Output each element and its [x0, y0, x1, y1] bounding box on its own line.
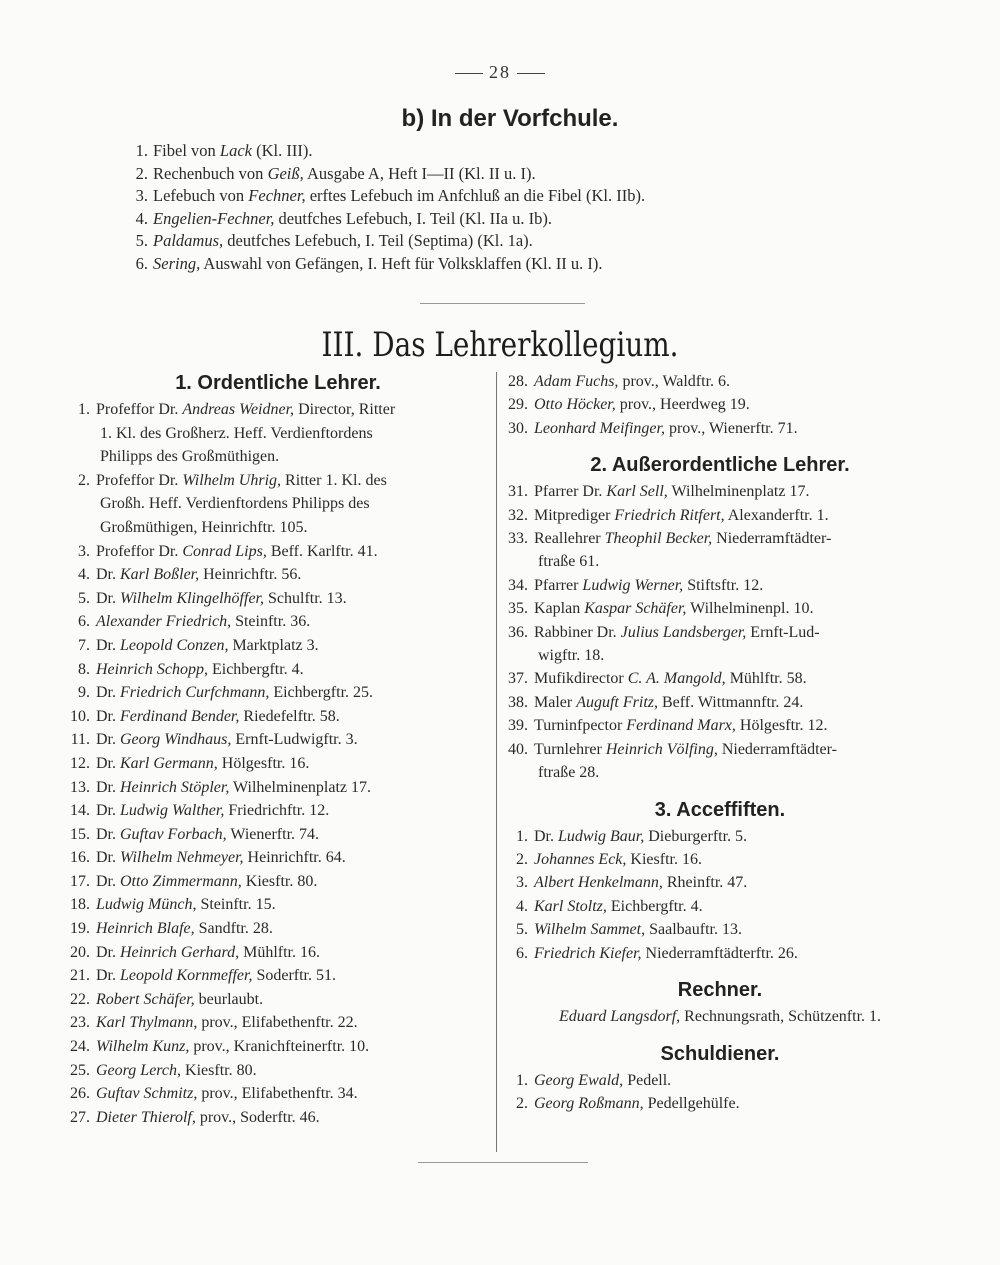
item-text: Auswahl von Gefängen, I. Heft für Volksklaffen (Kl. II u. I).	[200, 253, 603, 273]
table-row	[506, 667, 934, 690]
entry-detail: Pedellgehülfe.	[643, 1095, 740, 1113]
table-row	[506, 574, 934, 597]
entry-detail: Eichbergftr. 25.	[269, 684, 374, 702]
entry-prefix: Dr.	[96, 566, 120, 584]
item-name: Lack	[219, 141, 252, 160]
entry-name: Kaspar Schäfer,	[584, 600, 687, 618]
table-row	[68, 728, 488, 752]
entry-prefix: Profeffor Dr.	[96, 471, 183, 489]
entry-detail: Niederramftädter-	[717, 740, 837, 758]
schuldiener-list	[506, 1069, 934, 1116]
entry-name: Leonhard Meifinger,	[534, 419, 665, 437]
entry-name: Ferdinand Bender,	[120, 707, 240, 725]
entry-number: 34.	[508, 576, 528, 594]
entry-name: Leopold Kornmeffer,	[120, 967, 253, 985]
entry-name: Karl Sell,	[606, 483, 668, 501]
entry-number: 11.	[70, 731, 90, 749]
entry-name: Wilhelm Klingelhöffer,	[120, 589, 264, 607]
list-item	[130, 253, 850, 276]
entry-name: Guftav Forbach,	[120, 825, 227, 843]
entry-continuation: ftraße 28.	[538, 764, 600, 782]
entry-number: 4.	[78, 566, 90, 584]
entry-number: 29.	[508, 396, 528, 414]
table-row	[68, 681, 488, 705]
table-row	[506, 480, 934, 503]
entry-name: Georg Lerch,	[96, 1061, 182, 1079]
entry-detail: Pedell.	[623, 1071, 672, 1089]
entry-number: 10.	[70, 707, 90, 725]
entry-number: 1.	[78, 401, 90, 418]
entry-name: Georg Roßmann,	[534, 1095, 644, 1113]
entry-name: Dieter Thierolf,	[96, 1108, 196, 1126]
entry-continuation: wigftr. 18.	[538, 647, 605, 665]
table-row	[506, 825, 934, 848]
table-row	[68, 705, 488, 729]
table-row	[68, 893, 488, 917]
entry-prefix: Profeffor Dr.	[96, 401, 183, 418]
entry-number: 1.	[516, 827, 528, 845]
entry-detail: Alexanderftr. 1.	[724, 506, 829, 524]
entry-number: 20.	[70, 943, 90, 961]
item-number: 5.	[135, 231, 148, 250]
entry-prefix: Dr.	[96, 754, 120, 772]
entry-prefix: Kaplan	[534, 600, 585, 618]
item-text: (Kl. III).	[252, 141, 313, 160]
entry-number: 12.	[70, 754, 90, 772]
entry-detail: Eichbergftr. 4.	[606, 897, 703, 915]
entry-name: Georg Windhaus,	[120, 731, 232, 749]
item-name: Paldamus,	[153, 231, 224, 250]
item-prefix: Lefebuch von	[153, 186, 249, 205]
entry-prefix: Turninfpector	[534, 717, 627, 735]
entry-detail: Rheinftr. 47.	[662, 874, 748, 892]
entry-number: 13.	[70, 778, 90, 796]
entry-number: 40.	[508, 740, 528, 758]
list-item	[130, 140, 850, 163]
entry-number: 36.	[508, 623, 528, 641]
table-row	[68, 988, 488, 1012]
entry-name: Conrad Lips,	[182, 542, 267, 560]
entry-name: Wilhelm Uhrig,	[182, 471, 282, 489]
item-text: Ausgabe A, Heft I—II (Kl. II u. I).	[303, 163, 536, 183]
entry-name: Robert Schäfer,	[96, 990, 195, 1008]
entry-name: Heinrich Völfing,	[605, 740, 718, 758]
divider-rule	[420, 303, 585, 304]
entry-number: 27.	[70, 1108, 90, 1126]
item-number: 6.	[135, 253, 148, 273]
table-row	[506, 942, 934, 965]
entry-name: Karl Germann,	[120, 754, 218, 772]
entry-prefix: Dr.	[534, 827, 558, 845]
schuldiener-heading: Schuldiener.	[660, 1042, 780, 1065]
table-row	[68, 1106, 488, 1130]
entry-detail: prov., Soderftr. 46.	[195, 1108, 320, 1126]
right-column	[506, 368, 934, 1116]
table-row	[68, 469, 488, 540]
table-row	[68, 1059, 488, 1083]
entry-detail: prov., Waldftr. 6.	[618, 373, 731, 390]
entry-prefix: Profeffor Dr.	[96, 542, 183, 560]
entry-prefix: Dr.	[96, 684, 120, 702]
entry-detail: Ernft-Lud-	[746, 623, 820, 641]
entry-name: Alexander Friedrich,	[96, 613, 232, 631]
table-row	[68, 610, 488, 634]
entry-number: 35.	[508, 600, 528, 618]
entry-name: Heinrich Stöpler,	[120, 778, 230, 796]
rechner-heading: Rechner.	[677, 978, 763, 1001]
entry-detail: beurlaubt.	[194, 990, 264, 1008]
entry-number: 2.	[78, 471, 90, 489]
table-row	[506, 527, 934, 574]
entry-continuation: Großmüthigen, Heinrichftr. 105.	[100, 518, 308, 536]
table-row	[506, 871, 934, 894]
entry-name: Wilhelm Sammet,	[534, 921, 646, 939]
entry-number: 5.	[516, 921, 528, 939]
entry-detail: Wilhelminenplatz 17.	[667, 483, 810, 501]
entry-number: 8.	[78, 660, 90, 678]
entry-number: 16.	[70, 849, 90, 867]
entry-number: 6.	[78, 613, 90, 631]
entry-detail: Director, Ritter	[294, 401, 396, 418]
entry-detail: Soderftr. 51.	[252, 967, 336, 985]
entry-number: 21.	[70, 967, 90, 985]
item-number: 3.	[135, 186, 148, 205]
entry-name: Wilhelm Nehmeyer,	[120, 849, 244, 867]
entry-detail: Saalbauftr. 13.	[645, 921, 742, 939]
entry-prefix: Dr.	[96, 778, 120, 796]
left-column	[68, 368, 488, 1129]
entry-number: 39.	[508, 717, 528, 735]
entry-detail: Steinftr. 15.	[196, 896, 276, 914]
list-item	[130, 163, 850, 186]
ausserordentliche-heading: 2. Außerordentliche Lehrer.	[590, 454, 850, 477]
entry-prefix: Dr.	[96, 589, 120, 607]
entry-name: Adam Fuchs,	[534, 373, 619, 390]
entry-name: Johannes Eck,	[534, 850, 627, 868]
entry-detail: Ritter 1. Kl. des	[281, 471, 387, 489]
table-row	[506, 1069, 934, 1092]
entry-detail: Kiesftr. 80.	[241, 872, 318, 890]
entry-detail: Beff. Karlftr. 41.	[266, 542, 378, 560]
entry-number: 25.	[70, 1061, 90, 1079]
entry-name: Karl Thylmann,	[96, 1014, 198, 1032]
ordentliche-heading: 1. Ordentliche Lehrer.	[175, 372, 381, 394]
column-divider	[496, 372, 497, 1152]
entry-name: Ludwig Münch,	[96, 896, 197, 914]
bottom-rule	[418, 1162, 588, 1163]
entry-continuation: ftraße 61.	[538, 553, 600, 571]
entry-prefix: Reallehrer	[534, 530, 605, 548]
entry-detail: prov., Wienerftr. 71.	[664, 419, 798, 437]
entry-prefix: Dr.	[96, 802, 120, 820]
entry-number: 23.	[70, 1014, 90, 1032]
entry-name: Heinrich Gerhard,	[120, 943, 240, 961]
entry-number: 33.	[508, 530, 528, 548]
entry-number: 26.	[70, 1085, 90, 1103]
entry-detail: Hölgesftr. 12.	[735, 717, 828, 735]
entry-detail: prov., Heerdweg 19.	[615, 396, 750, 414]
item-text: deutfches Lefebuch, I. Teil (Septima) (Kl. 1a).	[223, 231, 533, 250]
entry-name: Guftav Schmitz,	[96, 1085, 198, 1103]
entry-prefix: Maler	[534, 693, 577, 711]
entry-number: 3.	[78, 542, 90, 560]
entry-prefix: Dr.	[96, 825, 120, 843]
item-name: Fechner,	[248, 186, 306, 205]
entry-continuation: 1. Kl. des Großherz. Heff. Verdienftordens	[100, 424, 373, 442]
entry-prefix: Turnlehrer	[534, 740, 606, 758]
item-text: deutfches Lefebuch, I. Teil (Kl. IIa u. Ib).	[274, 208, 552, 228]
item-name: Sering,	[153, 253, 201, 273]
entry-prefix: Rabbiner Dr.	[534, 623, 621, 641]
ornament-right	[517, 73, 545, 74]
entry-name: Ludwig Walther,	[120, 802, 225, 820]
entry-detail: Steinftr. 36.	[231, 613, 311, 631]
table-row	[68, 587, 488, 611]
accessisten-heading: 3. Acceffiften.	[654, 798, 786, 821]
entry-number: 30.	[508, 419, 528, 437]
table-row	[68, 799, 488, 823]
entry-number: 28.	[508, 373, 528, 390]
accessisten-list	[506, 825, 934, 965]
entry-detail: Kiesftr. 80.	[181, 1061, 257, 1079]
entry-detail: Mühlftr. 16.	[239, 943, 320, 961]
entry-detail: Wilhelminenpl. 10.	[686, 600, 814, 618]
entry-number: 14.	[70, 802, 90, 820]
table-row	[68, 1011, 488, 1035]
entry-continuation: Großh. Heff. Verdienftordens Philipps des	[100, 495, 370, 513]
entry-name: Ludwig Baur,	[558, 827, 645, 845]
entry-prefix: Dr.	[96, 943, 120, 961]
table-row	[506, 714, 934, 737]
ornament-left	[455, 73, 483, 74]
entry-detail: Stiftsftr. 12.	[683, 576, 764, 594]
entry-prefix: Pfarrer Dr.	[534, 483, 607, 501]
entry-number: 4.	[516, 897, 528, 915]
table-row	[68, 563, 488, 587]
entry-detail: Heinrichftr. 56.	[199, 566, 302, 584]
table-row	[68, 540, 488, 564]
entry-name: Ferdinand Marx,	[626, 717, 736, 735]
entry-name: Karl Stoltz,	[534, 897, 607, 915]
item-number: 2.	[135, 163, 148, 183]
table-row	[68, 634, 488, 658]
table-row	[68, 658, 488, 682]
entry-number: 6.	[516, 944, 528, 962]
item-name: Geiß,	[267, 163, 304, 183]
entry-detail: Dieburgerftr. 5.	[644, 827, 748, 845]
item-prefix: Rechenbuch von	[153, 163, 268, 183]
entry-name: Heinrich Schopp,	[96, 660, 208, 678]
entry-number: 32.	[508, 506, 528, 524]
entry-continuation: Philipps des Großmüthigen.	[100, 448, 280, 466]
entry-name: Leopold Conzen,	[120, 636, 229, 654]
entry-number: 7.	[78, 636, 90, 654]
entry-prefix: Dr.	[96, 967, 120, 985]
entry-number: 31.	[508, 483, 528, 501]
ordentliche-continued-list	[506, 370, 934, 440]
table-row	[506, 1092, 934, 1115]
entry-number: 15.	[70, 825, 90, 843]
list-item	[130, 230, 850, 253]
entry-detail: prov., Elifabethenftr. 22.	[197, 1014, 358, 1032]
item-number: 1.	[135, 141, 148, 160]
entry-name: Ludwig Werner,	[582, 576, 684, 594]
entry-detail: Heinrichftr. 64.	[243, 849, 346, 867]
list-item	[130, 208, 850, 231]
ausserordentliche-list	[506, 480, 934, 784]
vorschule-heading: b) In der Vorfchule.	[401, 105, 619, 132]
entry-number: 9.	[78, 684, 90, 702]
table-row	[506, 504, 934, 527]
entry-detail: Eichbergftr. 4.	[207, 660, 304, 678]
entry-detail: Wilhelminenplatz 17.	[229, 778, 372, 796]
vorschule-list	[130, 140, 850, 275]
entry-name: Friedrich Curfchmann,	[120, 684, 270, 702]
entry-number: 2.	[516, 1095, 528, 1113]
entry-prefix: Mitprediger	[534, 506, 615, 524]
entry-number: 17.	[70, 872, 90, 890]
entry-prefix: Dr.	[96, 636, 120, 654]
table-row	[506, 895, 934, 918]
entry-name: Georg Ewald,	[534, 1071, 624, 1089]
entry-name: Friedrich Kiefer,	[534, 944, 642, 962]
entry-number: 24.	[70, 1038, 90, 1056]
entry-detail: Friedrichftr. 12.	[224, 802, 330, 820]
item-text: erftes Lefebuch im Anfchluß an die Fibel (Kl. IIb).	[305, 186, 646, 205]
item-number: 4.	[135, 208, 148, 228]
entry-number: 19.	[70, 920, 90, 938]
entry-name: Theophil Becker,	[604, 530, 713, 548]
rechner-entry: Eduard Langsdorf, Rechnungsrath, Schützenftr. 1.	[558, 1007, 882, 1025]
table-row	[68, 870, 488, 894]
entry-detail: Niederramftädterftr. 26.	[641, 944, 798, 962]
entry-prefix: Dr.	[96, 731, 120, 749]
entry-prefix: Dr.	[96, 707, 120, 725]
item-prefix: Fibel von	[153, 141, 220, 160]
entry-detail: Sandftr. 28.	[194, 920, 273, 938]
table-row	[506, 738, 934, 785]
entry-detail: Niederramftädter-	[712, 530, 832, 548]
entry-name: Otto Höcker,	[534, 396, 616, 414]
section-title: III. Das Lehrerkollegium.	[321, 325, 679, 365]
entry-detail: Mühlftr. 58.	[725, 670, 807, 688]
entry-prefix: Mufikdirector	[534, 670, 628, 688]
entry-name: Friedrich Ritfert,	[614, 506, 725, 524]
entry-detail: prov., Kranichfteinerftr. 10.	[189, 1038, 370, 1056]
entry-detail: Kiesftr. 16.	[626, 850, 702, 868]
entry-name: Wilhelm Kunz,	[96, 1038, 190, 1056]
entry-detail: Riedefelftr. 58.	[239, 707, 340, 725]
table-row	[68, 941, 488, 965]
table-row	[68, 398, 488, 469]
table-row	[68, 964, 488, 988]
entry-name: Karl Boßler,	[120, 566, 200, 584]
entry-detail: Beff. Wittmannftr. 24.	[657, 693, 804, 711]
entry-name: Auguft Fritz,	[576, 693, 658, 711]
entry-detail: Marktplatz 3.	[228, 636, 319, 654]
entry-number: 5.	[78, 589, 90, 607]
list-item	[130, 185, 850, 208]
entry-name: Heinrich Blafe,	[96, 920, 195, 938]
entry-detail: Ernft-Ludwigftr. 3.	[231, 731, 358, 749]
entry-detail: prov., Elifabethenftr. 34.	[197, 1085, 358, 1103]
entry-number: 1.	[516, 1071, 528, 1089]
entry-number: 2.	[516, 850, 528, 868]
table-row	[506, 417, 934, 440]
table-row	[506, 393, 934, 416]
entry-number: 38.	[508, 693, 528, 711]
table-row	[506, 370, 934, 393]
table-row	[506, 691, 934, 714]
page-number: 28	[0, 62, 1000, 83]
entry-prefix: Pfarrer	[534, 576, 583, 594]
entry-number: 18.	[70, 896, 90, 914]
ordentliche-list	[68, 398, 488, 1129]
entry-detail: Schulftr. 13.	[264, 589, 347, 607]
table-row	[68, 846, 488, 870]
table-row	[506, 621, 934, 668]
entry-detail: Wienerftr. 74.	[226, 825, 320, 843]
entry-number: 37.	[508, 670, 528, 688]
table-row	[68, 823, 488, 847]
table-row	[506, 597, 934, 620]
table-row	[68, 752, 488, 776]
table-row	[506, 848, 934, 871]
entry-name: C. A. Mangold,	[627, 670, 726, 688]
item-name: Engelien-Fechner,	[153, 208, 275, 228]
entry-number: 3.	[516, 874, 528, 892]
entry-detail: Hölgesftr. 16.	[217, 754, 310, 772]
entry-name: Otto Zimmermann,	[120, 872, 242, 890]
table-row	[68, 1082, 488, 1106]
table-row	[68, 917, 488, 941]
entry-name: Albert Henkelmann,	[534, 874, 663, 892]
entry-name: Julius Landsberger,	[620, 623, 747, 641]
entry-prefix: Dr.	[96, 872, 120, 890]
table-row	[68, 776, 488, 800]
entry-prefix: Dr.	[96, 849, 120, 867]
entry-number: 22.	[70, 990, 90, 1008]
entry-name: Andreas Weidner,	[182, 401, 295, 418]
table-row	[506, 918, 934, 941]
table-row	[68, 1035, 488, 1059]
